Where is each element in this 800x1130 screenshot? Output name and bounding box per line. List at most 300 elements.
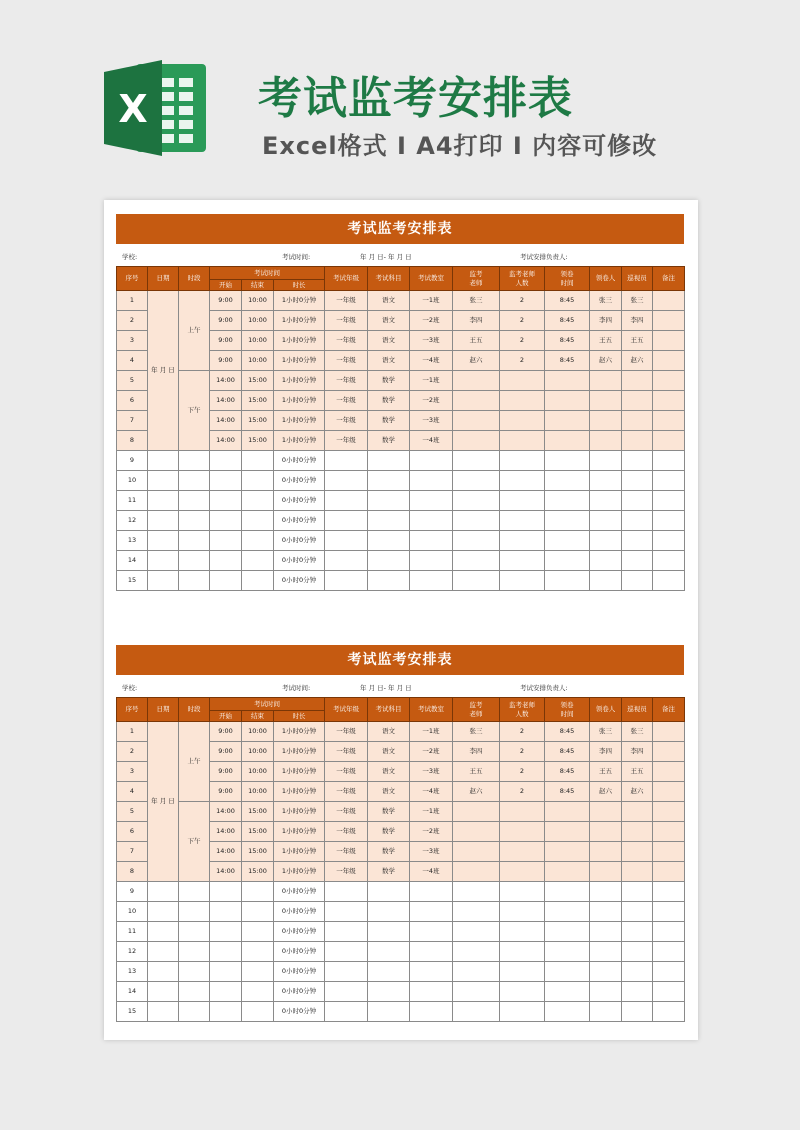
cell-count (500, 962, 545, 982)
row-seq: 10 (117, 902, 148, 922)
cell-subject: 数学 (368, 822, 410, 842)
date-cell (148, 922, 179, 942)
cell-start: 9:00 (210, 742, 242, 762)
schedule-table (116, 266, 685, 591)
cell-invigilator: 赵六 (453, 351, 500, 371)
cell-subject (368, 1002, 410, 1022)
cell-invigilator (453, 491, 500, 511)
cell-invigilator (453, 531, 500, 551)
row-seq: 14 (117, 982, 148, 1002)
cell-duration: 0小时0分钟 (274, 531, 325, 551)
cell-collect (545, 531, 590, 551)
cell-count: 2 (500, 291, 545, 311)
cell-duration: 1小时0分钟 (274, 411, 325, 431)
cell-note (653, 902, 685, 922)
cell-invigilator (453, 862, 500, 882)
cell-invigilator (453, 942, 500, 962)
cell-subject: 语文 (368, 782, 410, 802)
cell-start (210, 922, 242, 942)
cell-room: 一1班 (410, 291, 453, 311)
cell-count (500, 802, 545, 822)
cell-collect: 8:45 (545, 331, 590, 351)
col-header-note: 备注 (653, 698, 685, 722)
table-row (117, 471, 685, 491)
cell-patrol (622, 802, 653, 822)
cell-subject: 数学 (368, 431, 410, 451)
cell-room (410, 451, 453, 471)
cell-collect (545, 802, 590, 822)
cell-grade: 一年级 (325, 862, 368, 882)
period-cell (179, 571, 210, 591)
cell-patrol: 李四 (622, 311, 653, 331)
cell-count (500, 882, 545, 902)
cell-invigilator (453, 551, 500, 571)
cell-room: 一1班 (410, 371, 453, 391)
col-header-invigilator (453, 267, 500, 291)
cell-room (410, 922, 453, 942)
responsible-label: 考试安排负责人: (520, 684, 568, 692)
header-label-line: 监考老师 (509, 701, 535, 710)
cell-subject: 语文 (368, 742, 410, 762)
cell-collector (590, 471, 622, 491)
header-label-line: 监考 (469, 701, 483, 710)
cell-invigilator (453, 411, 500, 431)
cell-collector (590, 1002, 622, 1022)
cell-subject: 数学 (368, 842, 410, 862)
cell-count: 2 (500, 762, 545, 782)
table-row (117, 902, 685, 922)
exam-time-label: 考试时间: (282, 253, 311, 261)
cell-grade: 一年级 (325, 291, 368, 311)
header-row (117, 698, 685, 711)
date-cell (148, 531, 179, 551)
col-header-patrol: 巡视员 (622, 267, 653, 291)
cell-end (242, 551, 274, 571)
cell-duration: 1小时0分钟 (274, 722, 325, 742)
cell-count (500, 942, 545, 962)
cell-grade (325, 571, 368, 591)
col-header-start: 开始 (210, 280, 242, 291)
cell-duration: 0小时0分钟 (274, 942, 325, 962)
cell-patrol (622, 511, 653, 531)
cell-invigilator (453, 962, 500, 982)
header-row (117, 267, 685, 280)
cell-count: 2 (500, 351, 545, 371)
cell-start (210, 882, 242, 902)
date-cell (148, 1002, 179, 1022)
header-label-line: 领卷 (560, 270, 574, 279)
cell-end (242, 531, 274, 551)
exam-time-label: 考试时间: (282, 684, 311, 692)
cell-start: 14:00 (210, 391, 242, 411)
row-seq: 8 (117, 862, 148, 882)
date-range: 年 月 日- 年 月 日 (360, 684, 412, 692)
cell-collect (545, 371, 590, 391)
schedule-sheet-1 (116, 214, 684, 591)
main-title: 考试监考安排表 (258, 73, 573, 124)
cell-room: 一1班 (410, 722, 453, 742)
cell-invigilator (453, 451, 500, 471)
cell-count (500, 511, 545, 531)
cell-patrol: 李四 (622, 742, 653, 762)
cell-collector: 张三 (590, 722, 622, 742)
cell-end: 15:00 (242, 842, 274, 862)
cell-collect (545, 862, 590, 882)
cell-patrol (622, 451, 653, 471)
cell-grade: 一年级 (325, 722, 368, 742)
cell-grade (325, 902, 368, 922)
col-header-date: 日期 (148, 267, 179, 291)
cell-start (210, 491, 242, 511)
header-label-line: 老师 (469, 709, 483, 718)
school-label: 学校: (122, 684, 138, 692)
cell-subject: 数学 (368, 802, 410, 822)
cell-subject (368, 922, 410, 942)
cell-note (653, 291, 685, 311)
cell-end: 10:00 (242, 311, 274, 331)
cell-collect (545, 842, 590, 862)
cell-duration: 0小时0分钟 (274, 882, 325, 902)
cell-patrol: 赵六 (622, 351, 653, 371)
cell-duration: 1小时0分钟 (274, 842, 325, 862)
cell-collector (590, 922, 622, 942)
cell-subject: 语文 (368, 351, 410, 371)
cell-note (653, 431, 685, 451)
cell-invigilator (453, 882, 500, 902)
cell-grade: 一年级 (325, 311, 368, 331)
cell-duration: 1小时0分钟 (274, 311, 325, 331)
cell-invigilator (453, 431, 500, 451)
cell-end (242, 491, 274, 511)
cell-patrol (622, 902, 653, 922)
cell-room: 一4班 (410, 862, 453, 882)
cell-room: 一4班 (410, 351, 453, 371)
date-cell (148, 571, 179, 591)
cell-subject: 语文 (368, 722, 410, 742)
cell-note (653, 511, 685, 531)
cell-duration: 0小时0分钟 (274, 551, 325, 571)
cell-start (210, 571, 242, 591)
col-header-subject: 考试科目 (368, 267, 410, 291)
cell-collect (545, 571, 590, 591)
cell-duration: 1小时0分钟 (274, 822, 325, 842)
cell-start: 14:00 (210, 802, 242, 822)
cell-grade (325, 982, 368, 1002)
cell-count (500, 902, 545, 922)
cell-count: 2 (500, 722, 545, 742)
cell-collect: 8:45 (545, 311, 590, 331)
cell-invigilator (453, 391, 500, 411)
col-header-count (500, 698, 545, 722)
table-row (117, 942, 685, 962)
cell-patrol: 赵六 (622, 782, 653, 802)
cell-collect (545, 902, 590, 922)
cell-subject: 数学 (368, 371, 410, 391)
col-header-room: 考试教室 (410, 267, 453, 291)
period-cell (179, 531, 210, 551)
period-cell (179, 511, 210, 531)
period-cell (179, 451, 210, 471)
cell-patrol (622, 962, 653, 982)
cell-count: 2 (500, 331, 545, 351)
cell-subject (368, 942, 410, 962)
cell-start: 14:00 (210, 822, 242, 842)
cell-room (410, 882, 453, 902)
header-label-line: 监考 (469, 270, 483, 279)
date-cell: 年 月 日 (148, 722, 179, 882)
cell-count (500, 842, 545, 862)
cell-note (653, 782, 685, 802)
cell-end: 10:00 (242, 331, 274, 351)
cell-invigilator (453, 802, 500, 822)
cell-duration: 1小时0分钟 (274, 431, 325, 451)
row-seq: 2 (117, 311, 148, 331)
cell-end: 15:00 (242, 802, 274, 822)
promo-header (0, 0, 800, 190)
cell-end: 10:00 (242, 742, 274, 762)
cell-duration: 1小时0分钟 (274, 291, 325, 311)
col-header-period: 时段 (179, 698, 210, 722)
date-cell (148, 451, 179, 471)
cell-subject (368, 511, 410, 531)
col-header-count (500, 267, 545, 291)
cell-patrol (622, 982, 653, 1002)
cell-room (410, 982, 453, 1002)
cell-patrol (622, 431, 653, 451)
col-header-collector: 领卷人 (590, 267, 622, 291)
row-seq: 15 (117, 1002, 148, 1022)
document-page (104, 200, 698, 1040)
cell-patrol: 王五 (622, 762, 653, 782)
cell-start: 9:00 (210, 291, 242, 311)
row-seq: 4 (117, 351, 148, 371)
cell-patrol (622, 571, 653, 591)
cell-end: 10:00 (242, 762, 274, 782)
cell-grade: 一年级 (325, 742, 368, 762)
cell-room: 一3班 (410, 842, 453, 862)
cell-note (653, 722, 685, 742)
cell-start (210, 942, 242, 962)
cell-collect (545, 451, 590, 471)
cell-grade (325, 471, 368, 491)
cell-start (210, 902, 242, 922)
col-header-note: 备注 (653, 267, 685, 291)
sheet-title: 考试监考安排表 (116, 645, 684, 675)
cell-grade: 一年级 (325, 802, 368, 822)
row-seq: 7 (117, 411, 148, 431)
cell-patrol (622, 822, 653, 842)
table-row (117, 291, 685, 311)
cell-collect: 8:45 (545, 351, 590, 371)
cell-start: 9:00 (210, 762, 242, 782)
cell-note (653, 862, 685, 882)
cell-start: 14:00 (210, 411, 242, 431)
header-label-line: 人数 (515, 278, 529, 287)
cell-end: 10:00 (242, 291, 274, 311)
table-row (117, 511, 685, 531)
header-label-line: 时间 (560, 278, 574, 287)
cell-invigilator: 王五 (453, 331, 500, 351)
table-row (117, 571, 685, 591)
schedule-sheet-2 (116, 645, 684, 1022)
row-seq: 5 (117, 802, 148, 822)
col-header-period: 时段 (179, 267, 210, 291)
row-seq: 9 (117, 882, 148, 902)
cell-grade: 一年级 (325, 822, 368, 842)
cell-subject: 语文 (368, 311, 410, 331)
cell-room: 一3班 (410, 331, 453, 351)
row-seq: 6 (117, 822, 148, 842)
cell-end: 15:00 (242, 371, 274, 391)
cell-start: 9:00 (210, 331, 242, 351)
cell-patrol (622, 531, 653, 551)
date-cell (148, 982, 179, 1002)
cell-invigilator (453, 1002, 500, 1022)
period-cell-morning: 上午 (179, 291, 210, 371)
cell-note (653, 1002, 685, 1022)
date-cell: 年 月 日 (148, 291, 179, 451)
cell-room (410, 902, 453, 922)
row-seq: 13 (117, 962, 148, 982)
cell-subject: 数学 (368, 411, 410, 431)
cell-duration: 1小时0分钟 (274, 331, 325, 351)
cell-grade (325, 922, 368, 942)
cell-collector (590, 982, 622, 1002)
col-header-grade: 考试年级 (325, 267, 368, 291)
cell-invigilator (453, 982, 500, 1002)
schedule-table (116, 697, 685, 1022)
table-row (117, 722, 685, 742)
cell-duration: 1小时0分钟 (274, 351, 325, 371)
cell-subject (368, 531, 410, 551)
cell-collect (545, 511, 590, 531)
cell-grade: 一年级 (325, 842, 368, 862)
cell-note (653, 471, 685, 491)
cell-start (210, 471, 242, 491)
period-cell-morning: 上午 (179, 722, 210, 802)
subtitle: Excel格式 I A4打印 I 内容可修改 (262, 132, 658, 160)
table-row (117, 802, 685, 822)
cell-collect (545, 942, 590, 962)
excel-logo-icon (100, 58, 210, 158)
cell-count (500, 411, 545, 431)
cell-patrol (622, 391, 653, 411)
cell-collector: 赵六 (590, 351, 622, 371)
period-cell (179, 902, 210, 922)
cell-room: 一2班 (410, 311, 453, 331)
header-label-line: 时间 (560, 709, 574, 718)
cell-duration: 0小时0分钟 (274, 962, 325, 982)
cell-duration: 0小时0分钟 (274, 571, 325, 591)
cell-patrol: 张三 (622, 291, 653, 311)
cell-duration: 0小时0分钟 (274, 491, 325, 511)
cell-end (242, 962, 274, 982)
cell-note (653, 882, 685, 902)
cell-start: 9:00 (210, 782, 242, 802)
cell-duration: 1小时0分钟 (274, 391, 325, 411)
cell-collect (545, 491, 590, 511)
cell-invigilator: 李四 (453, 742, 500, 762)
cell-duration: 1小时0分钟 (274, 862, 325, 882)
cell-subject (368, 551, 410, 571)
cell-count (500, 862, 545, 882)
cell-subject: 数学 (368, 862, 410, 882)
cell-subject (368, 962, 410, 982)
cell-duration: 0小时0分钟 (274, 902, 325, 922)
cell-count (500, 471, 545, 491)
cell-subject: 语文 (368, 762, 410, 782)
cell-room (410, 471, 453, 491)
col-header-room: 考试教室 (410, 698, 453, 722)
date-cell (148, 962, 179, 982)
cell-note (653, 371, 685, 391)
date-cell (148, 511, 179, 531)
cell-room (410, 511, 453, 531)
cell-start (210, 451, 242, 471)
cell-patrol (622, 411, 653, 431)
cell-room (410, 962, 453, 982)
cell-collect (545, 822, 590, 842)
cell-collect (545, 471, 590, 491)
col-header-patrol: 巡视员 (622, 698, 653, 722)
cell-invigilator: 张三 (453, 291, 500, 311)
cell-end (242, 1002, 274, 1022)
cell-duration: 1小时0分钟 (274, 782, 325, 802)
period-cell (179, 982, 210, 1002)
cell-duration: 0小时0分钟 (274, 471, 325, 491)
cell-count: 2 (500, 311, 545, 331)
cell-invigilator (453, 842, 500, 862)
cell-end (242, 882, 274, 902)
date-cell (148, 882, 179, 902)
col-header-collect-time (545, 267, 590, 291)
table-row (117, 882, 685, 902)
cell-collect: 8:45 (545, 782, 590, 802)
cell-note (653, 491, 685, 511)
cell-subject: 语文 (368, 331, 410, 351)
table-row (117, 371, 685, 391)
cell-note (653, 982, 685, 1002)
cell-patrol (622, 882, 653, 902)
cell-end: 15:00 (242, 411, 274, 431)
cell-start: 14:00 (210, 431, 242, 451)
cell-patrol (622, 551, 653, 571)
cell-subject (368, 571, 410, 591)
date-cell (148, 471, 179, 491)
cell-grade: 一年级 (325, 331, 368, 351)
row-seq: 15 (117, 571, 148, 591)
cell-collector: 李四 (590, 311, 622, 331)
cell-count (500, 551, 545, 571)
row-seq: 14 (117, 551, 148, 571)
cell-collector (590, 842, 622, 862)
row-seq: 3 (117, 331, 148, 351)
col-header-grade: 考试年级 (325, 698, 368, 722)
cell-note (653, 762, 685, 782)
cell-count (500, 391, 545, 411)
col-header-start: 开始 (210, 711, 242, 722)
cell-room (410, 942, 453, 962)
cell-room: 一3班 (410, 762, 453, 782)
cell-collector (590, 822, 622, 842)
cell-collect: 8:45 (545, 742, 590, 762)
cell-collector (590, 411, 622, 431)
cell-start (210, 551, 242, 571)
cell-collect (545, 882, 590, 902)
cell-end (242, 451, 274, 471)
cell-end (242, 571, 274, 591)
row-seq: 1 (117, 291, 148, 311)
